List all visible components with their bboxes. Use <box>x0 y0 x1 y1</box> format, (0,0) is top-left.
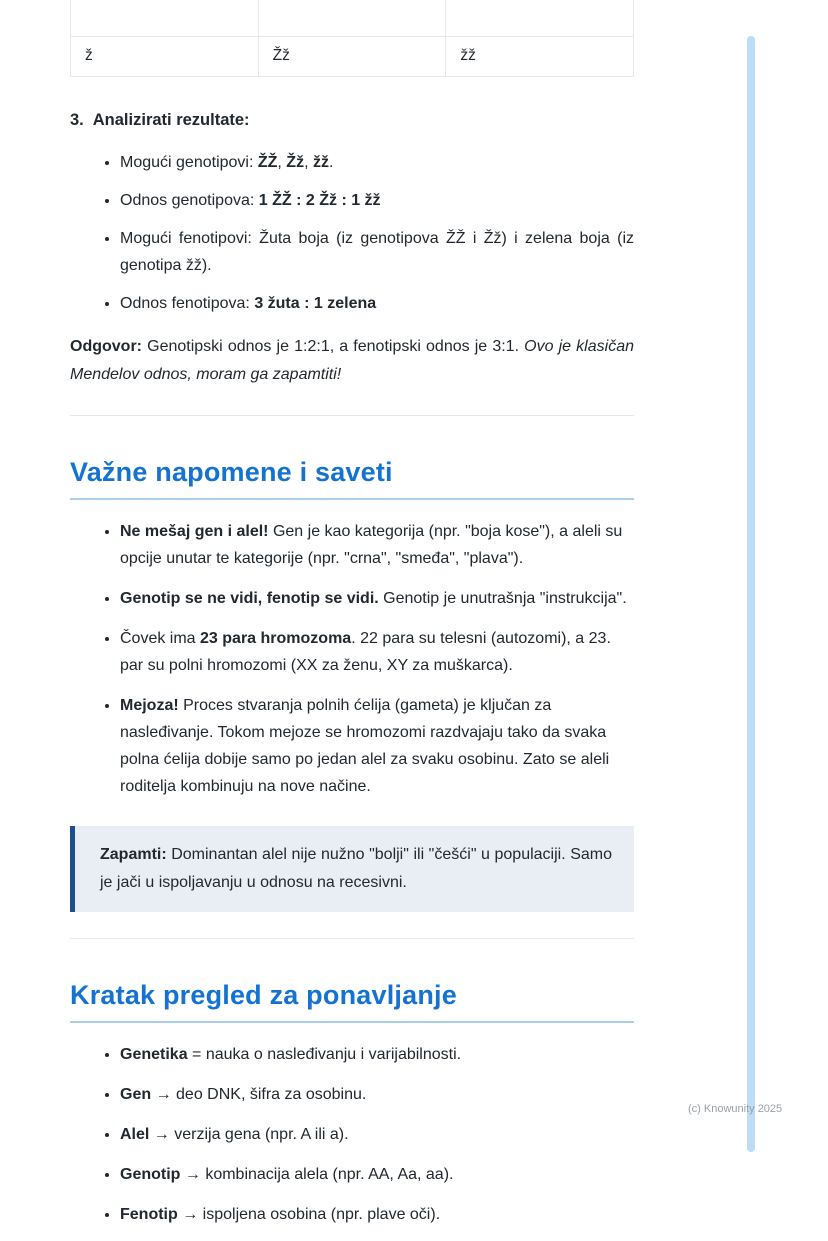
section-heading-summary: Kratak pregled za ponavljanje <box>70 979 634 1023</box>
list-item: • Gen → deo DNK, šifra za osobinu. <box>120 1081 634 1108</box>
punnett-row-cutoff <box>71 0 634 36</box>
punnett-cell: žž <box>446 36 634 76</box>
section-divider <box>70 415 634 416</box>
list-item: • Ne mešaj gen i alel! Gen je kao kategorija (npr. "boja kose"), a aleli su opcije unutar te kategorije (npr. "crna", "smeđa", "plava"). <box>120 518 634 572</box>
list-item: • Mejoza! Proces stvaranja polnih ćelija (gameta) je ključan za nasleđivanje. Tokom mejoze se hromozomi razdvajaju tako da svaka polna ćelija dobije samo po jedan alel za svaku osobinu. Zato se aleli roditelja kombinuju na nove načine. <box>120 692 634 800</box>
list-item: • Alel → verzija gena (npr. A ili a). <box>120 1121 634 1148</box>
list-item: • Odnos genotipova: 1 ŽŽ : 2 Žž : 1 žž <box>120 187 634 214</box>
analysis-bullet-list <box>70 149 634 317</box>
list-item: • Odnos fenotipova: 3 žuta : 1 zelena <box>120 290 634 317</box>
section-heading-notes: Važne napomene i saveti <box>70 456 634 500</box>
callout-remember-box: Zapamti: Dominantan alel nije nužno "bolji" ili "češći" u populaciji. Samo je jači u ispoljavanju u odnosu na recesivni. <box>70 826 634 912</box>
punnett-cell-empty <box>258 0 446 36</box>
numbered-step-3 <box>70 109 634 131</box>
document-content <box>70 0 634 1241</box>
list-item: • Genetika = nauka o nasleđivanju i varijabilnosti. <box>120 1041 634 1068</box>
punnett-cell: Žž <box>258 36 446 76</box>
punnett-row <box>71 36 634 76</box>
answer-paragraph: Odgovor: Genotipski odnos je 1:2:1, a fenotipski odnos je 3:1. Ovo je klasičan Mendelov odnos, moram ga zapamtiti! <box>70 337 634 383</box>
list-item: • Genotip → kombinacija alela (npr. AA, Aa, aa). <box>120 1161 634 1188</box>
copyright-watermark: (c) Knowunity 2025 <box>688 1103 783 1115</box>
list-item: • Čovek ima 23 para hromozoma. 22 para su telesni (autozomi), a 23. par su polni hromozomi (XX za ženu, XY za muškarca). <box>120 625 634 679</box>
list-item: • Mogući fenotipovi: Žuta boja (iz genotipova ŽŽ i Žž) i zelena boja (iz genotipa žž). <box>120 225 634 279</box>
summary-bullet-list <box>70 1041 634 1228</box>
section-divider <box>70 938 634 939</box>
list-item: • Fenotip → ispoljena osobina (npr. plave oči). <box>120 1201 634 1228</box>
list-item: • Genotip se ne vidi, fenotip se vidi. Genotip je unutrašnja "instrukcija". <box>120 585 634 612</box>
step-number: 3. <box>70 110 84 129</box>
list-item: • Mogući genotipovi: ŽŽ, Žž, žž. <box>120 149 634 176</box>
punnett-cell-empty <box>446 0 634 36</box>
punnett-cell-empty <box>71 0 259 36</box>
notes-bullet-list <box>70 518 634 800</box>
scrollbar-thumb[interactable] <box>747 36 755 1152</box>
step-title: Analizirati rezultate: <box>92 110 250 129</box>
punnett-square-table <box>70 0 634 77</box>
punnett-cell: ž <box>71 36 259 76</box>
